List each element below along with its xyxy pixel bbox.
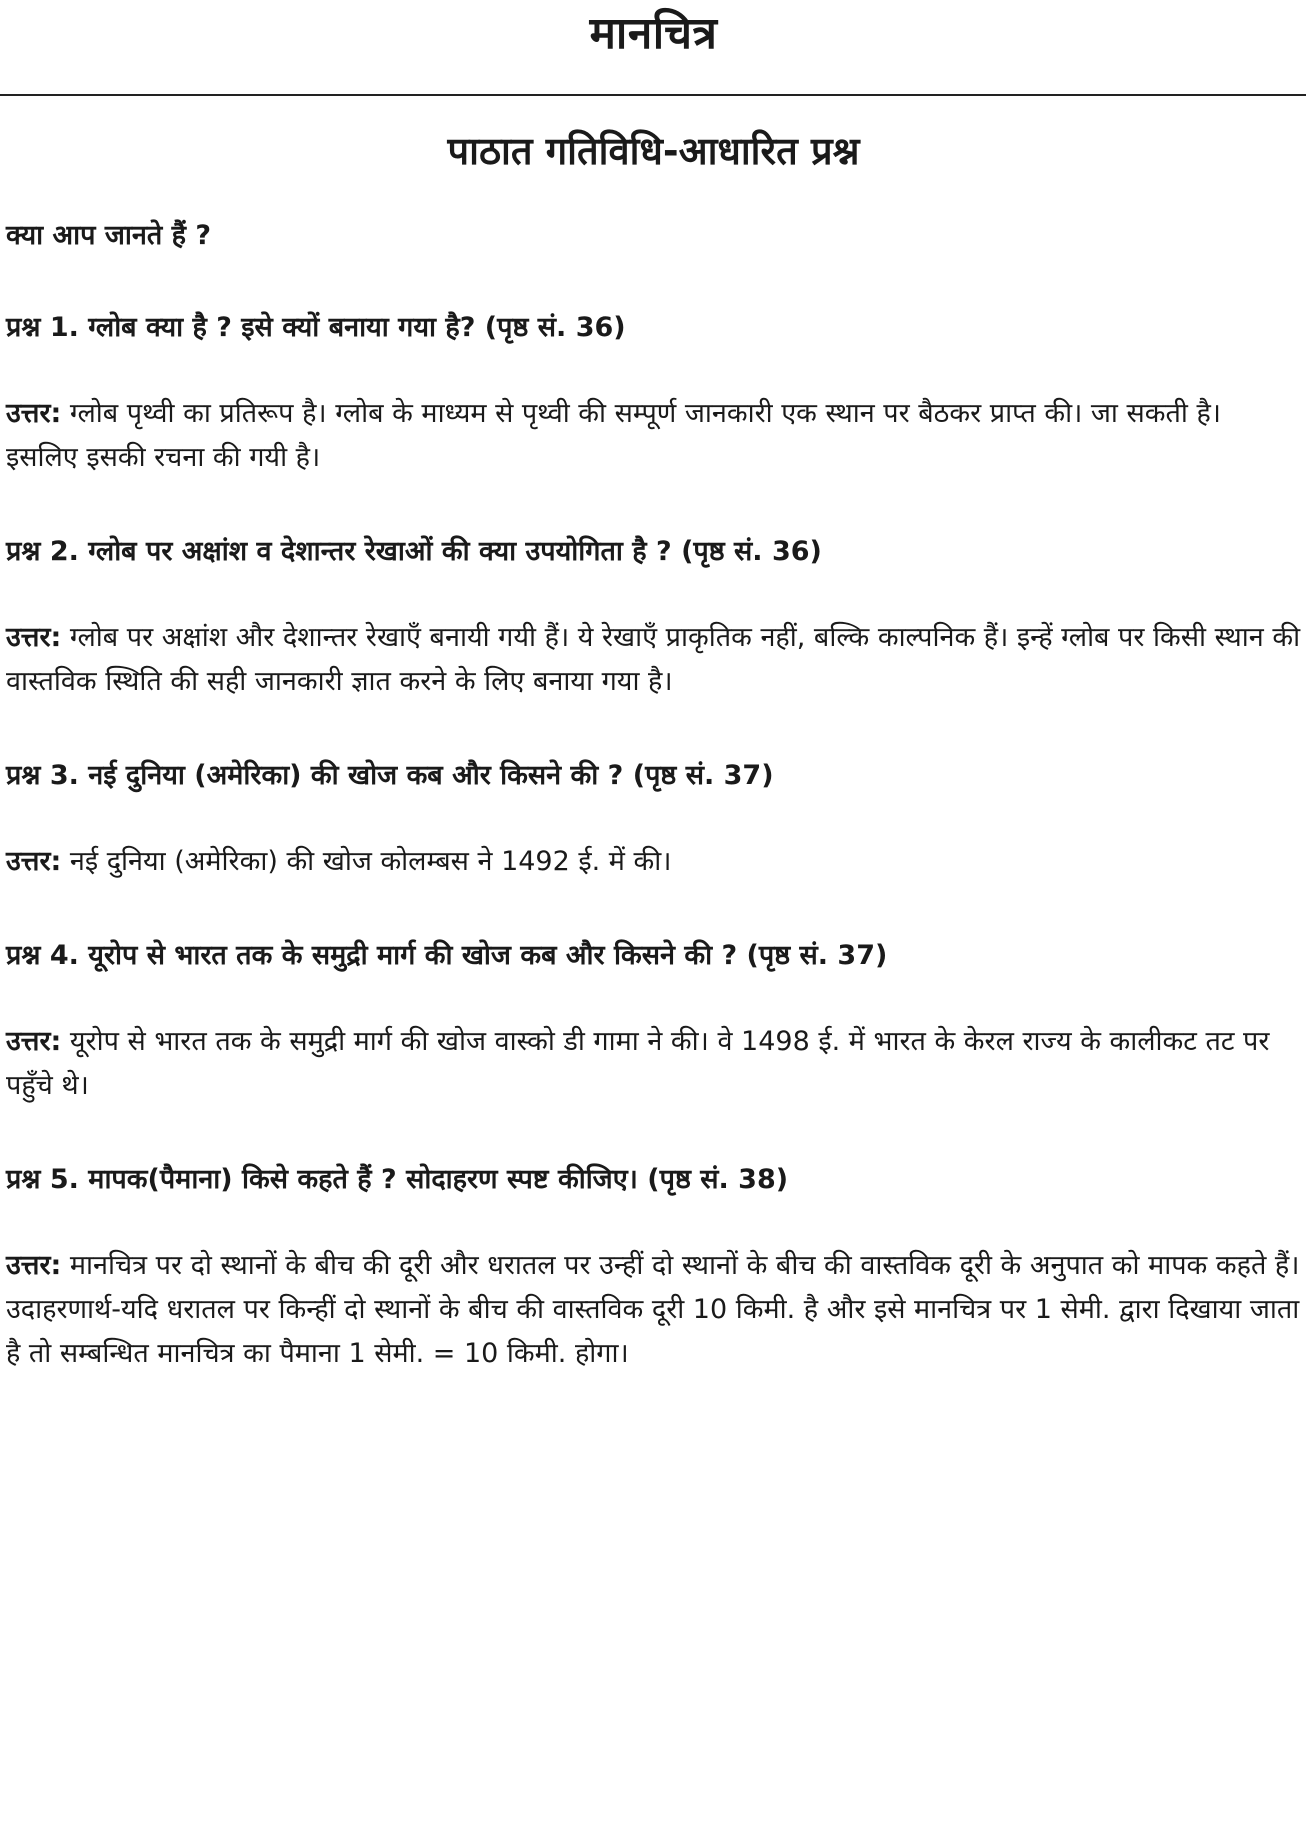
answer-text: मानचित्र पर दो स्थानों के बीच की दूरी और धरातल पर उन्हीं दो स्थानों के बीच की वास्तविक दूरी के अनुपात को मापक कहते हैं। उदाहरणार्थ-यदि धरातल पर किन्हीं दो स्थानों के बीच की वास्तविक दूरी 10 किमी. है और इसे मानचित्र पर 1 सेमी. द्वारा दिखाया जाता है तो सम्बन्धित मानचित्र का पैमाना 1 सेमी. = 10 किमी. होगा। <box>6 1250 1300 1369</box>
answer-text: ग्लोब पृथ्वी का प्रतिरूप है। ग्लोब के माध्यम से पृथ्वी की सम्पूर्ण जानकारी एक स्थान पर बैठकर प्राप्त की। जा सकती है। इसलिए इसकी रचना की गयी है। <box>6 398 1222 473</box>
question: प्रश्न 1. ग्लोब क्या है ? इसे क्यों बनाया गया है? (पृष्ठ सं. 36) <box>6 312 626 343</box>
qa-item-4 <box>6 936 1301 1108</box>
answer-text: नई दुनिया (अमेरिका) की खोज कोलम्बस ने 1492 ई. में की। <box>61 846 672 877</box>
question: प्रश्न 5. मापक(पैमाना) किसे कहते हैं ? सोदाहरण स्पष्ट कीजिए। (पृष्ठ सं. 38) <box>6 1164 789 1195</box>
section-heading: पाठात गतिविधि-आधारित प्रश्न <box>447 129 860 173</box>
question: प्रश्न 3. नई दुनिया (अमेरिका) की खोज कब और किसने की ? (पृष्ठ सं. 37) <box>6 760 774 791</box>
answer <box>6 1244 1301 1376</box>
answer <box>6 840 1301 884</box>
answer <box>6 392 1301 480</box>
answer-label: उत्तर: <box>6 1250 62 1281</box>
question: प्रश्न 4. यूरोप से भारत तक के समुद्री मार्ग की खोज कब और किसने की ? (पृष्ठ सं. 37) <box>6 940 888 971</box>
qa-item-5 <box>6 1160 1301 1376</box>
answer <box>6 1020 1301 1108</box>
answer-text: ग्लोब पर अक्षांश और देशान्तर रेखाएँ बनायी गयी हैं। ये रेखाएँ प्राकृतिक नहीं, बल्कि काल्पनिक हैं। इन्हें ग्लोब पर किसी स्थान की वास्तविक स्थिति की सही जानकारी ज्ञात करने के लिए बनाया गया है। <box>6 622 1301 697</box>
qa-item-2 <box>6 532 1301 704</box>
answer-label: उत्तर: <box>6 622 62 653</box>
document-page <box>0 4 1309 1825</box>
answer-label: उत्तर: <box>6 846 62 877</box>
answer-label: उत्तर: <box>6 398 62 429</box>
page-title: मानचित्र <box>589 8 718 59</box>
title-divider <box>0 94 1306 96</box>
qa-item-3 <box>6 756 1301 884</box>
answer <box>6 616 1301 704</box>
qa-item-1 <box>6 308 1301 480</box>
answer-label: उत्तर: <box>6 1026 62 1057</box>
intro-heading: क्या आप जानते हैं ? <box>6 220 212 251</box>
answer-text: यूरोप से भारत तक के समुद्री मार्ग की खोज वास्को डी गामा ने की। वे 1498 ई. में भारत के केरल राज्य के कालीकट तट पर पहुँचे थे। <box>6 1026 1270 1101</box>
question: प्रश्न 2. ग्लोब पर अक्षांश व देशान्तर रेखाओं की क्या उपयोगिता है ? (पृष्ठ सं. 36) <box>6 536 822 567</box>
